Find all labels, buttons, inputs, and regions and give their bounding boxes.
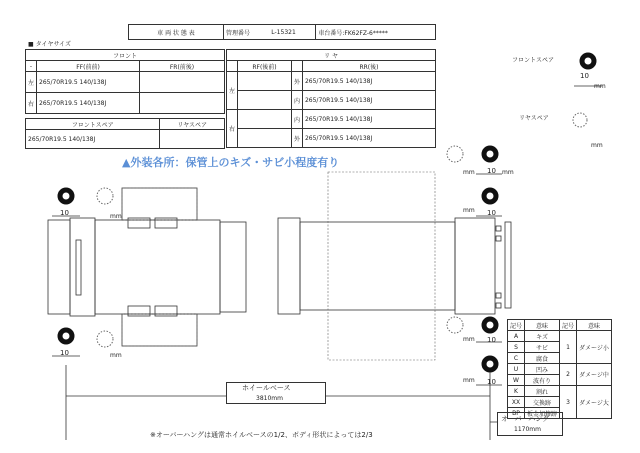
damage-legend-table: 記号 意味 記号 意味 A キズ 1 ダメージ小 S サビ C 腐食 U 凹み 2 ダメージ中 W 波有り K 割れ 3 ダメージ大 XX 交換跡 BP 板金加修跡 — [507, 319, 612, 419]
spare-front-size: 265/70R19.5 140/138J — [26, 130, 160, 149]
left-label: 左 — [26, 72, 37, 93]
tire-icon — [582, 55, 594, 67]
depth-rro: 10 — [487, 378, 496, 386]
header-title: 車 両 状 態 表 — [129, 25, 224, 40]
ff-left-size: 265/70R19.5 140/138J — [37, 72, 140, 93]
tire-icon — [60, 190, 72, 202]
rear-right-label: 右 — [227, 110, 238, 148]
tire-icon — [484, 190, 496, 202]
front-header: フロント — [26, 50, 225, 61]
tire-icon — [484, 148, 496, 160]
rear-header: リ ヤ — [227, 50, 436, 61]
front-tire-table: フロント - FF(前前) FR(前後) 左 265/70R19.5 140/138J 右 265/70R19.5 140/138J — [25, 49, 225, 114]
rr-right-inner-size: 265/70R19.5 140/138J — [302, 110, 435, 129]
exterior-notice: ▲外装各所：保管上のキズ・サビ小程度有り — [122, 156, 340, 169]
overhang-label: オーバーハング — [501, 415, 550, 423]
mgmt-value: L-15321 — [269, 25, 316, 40]
fr-header: FR(前後) — [140, 61, 225, 72]
depth-fr: 10 — [60, 349, 69, 357]
spare-front-header: フロントスペア — [26, 119, 160, 130]
tire-icon — [484, 319, 496, 331]
wheelbase-value: 3810mm — [256, 395, 283, 402]
right-label: 右 — [26, 93, 37, 114]
footnote: ※オーバーハングは通常ホイルベースの1/2、ボディ形状によっては2/3 — [150, 431, 373, 439]
ff-header: FF(前前) — [37, 61, 140, 72]
wheelbase-label: ホイールベース — [242, 384, 291, 392]
rr-right-outer-size: 265/70R19.5 140/138J — [302, 129, 435, 148]
spare-front-label: フロントスペア — [512, 57, 554, 64]
rear-left-label: 左 — [227, 72, 238, 110]
depth-rlo: 10 — [487, 167, 496, 175]
depth-rri: 10 — [487, 336, 496, 344]
rr-header: RR(後) — [302, 61, 435, 72]
depth-rli: 10 — [487, 209, 496, 217]
chassis-cell: 車台番号:FK62FZ-6***** — [316, 25, 436, 40]
depth-spare: 10 — [580, 72, 589, 80]
rf-header: RF(後前) — [238, 61, 292, 72]
rr-left-outer-size: 265/70R19.5 140/138J — [302, 72, 435, 91]
depth-fl: 10 — [60, 209, 69, 217]
rr-left-inner-size: 265/70R19.5 140/138J — [302, 91, 435, 110]
rear-tire-table: リ ヤ RF(後前) RR(後) 左 外 265/70R19.5 140/138J 内 265/70R19.5 140/138J 右 内 265/70R19.5 140/138J 外 265/70R19.5 140/138J — [226, 49, 436, 148]
spare-rear-header: リヤスペア — [160, 119, 225, 130]
spare-rear-label: リヤスペア — [519, 115, 549, 122]
mgmt-label: 管理番号 — [224, 25, 270, 40]
tire-icon — [484, 358, 496, 370]
overhang-value: 1170mm — [514, 426, 541, 433]
tire-section-label: ■ タイヤサイズ — [28, 41, 71, 48]
ff-right-size: 265/70R19.5 140/138J — [37, 93, 140, 114]
tire-icon — [60, 330, 72, 342]
